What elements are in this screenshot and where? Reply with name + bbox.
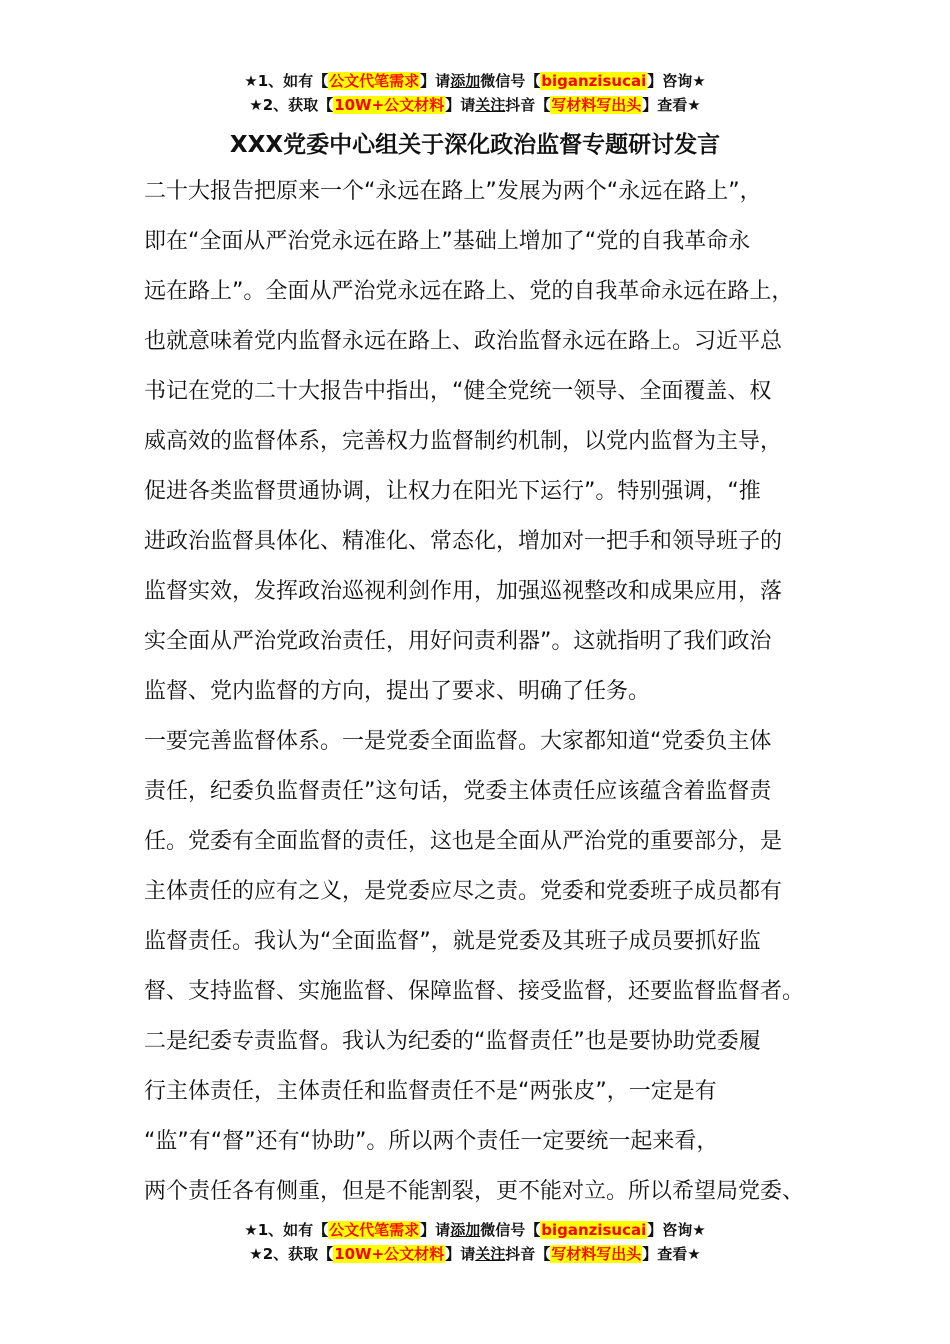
text-line: 两个责任各有侧重，但是不能割裂，更不能对立。所以希望局党委、	[144, 1179, 805, 1204]
banner-underlined: 关注	[475, 1245, 506, 1263]
banner-highlight: 写材料写出头	[551, 96, 642, 114]
banner-text: 】请	[420, 1221, 451, 1239]
banner-text: ★2、获取【	[249, 1245, 334, 1263]
text-line: 任。党委有全面监督的责任，这也是全面从严治党的重要部分，是	[144, 829, 783, 854]
banner-text: ★1、如有【	[244, 1221, 329, 1239]
text-line: 行主体责任，主体责任和监督责任不是“两张皮”，一定是有	[144, 1079, 717, 1104]
banner-underlined: 关注	[475, 96, 506, 114]
text-line: 远在路上”。全面从严治党永远在路上、党的自我革命永远在路上，	[144, 279, 794, 304]
banner-highlight: 10W+公文材料	[334, 96, 445, 114]
banner-text: 微信号【	[480, 72, 541, 90]
banner-line-1	[0, 69, 950, 93]
banner-text: 】咨询★	[647, 72, 706, 90]
banner-underlined: 添加	[450, 72, 481, 90]
banner-text: 】请	[445, 96, 476, 114]
document-title: XXX党委中心组关于深化政治监督专题研讨发言	[229, 132, 721, 158]
footer-banner	[0, 1218, 950, 1266]
text-line: 一要完善监督体系。一是党委全面监督。大家都知道“党委负主体	[144, 729, 772, 754]
banner-highlight: 10W+公文材料	[334, 1245, 445, 1263]
text-line: 即在“全面从严治党永远在路上”基础上增加了“党的自我革命永	[144, 229, 751, 254]
text-line: 主体责任的应有之义，是党委应尽之责。党委和党委班子成员都有	[144, 879, 783, 904]
banner-highlight: biganzisucai	[541, 72, 647, 90]
banner-highlight: 公文代笔需求	[329, 1221, 420, 1239]
text-line: 威高效的监督体系，完善权力监督制约机制，以党内监督为主导，	[144, 429, 783, 454]
banner-text: ★2、获取【	[249, 96, 334, 114]
text-line: 促进各类监督贯通协调，让权力在阳光下运行”。特别强调，“推	[144, 479, 761, 504]
text-line: 也就意味着党内监督永远在路上、政治监督永远在路上。习近平总	[144, 329, 783, 354]
banner-text: 】查看★	[642, 96, 701, 114]
text-line: 督、支持监督、实施监督、保障监督、接受监督，还要监督监督者。	[144, 979, 805, 1004]
text-line: 监督实效，发挥政治巡视利剑作用，加强巡视整改和成果应用，落	[144, 579, 783, 604]
text-line: “监”有“督”还有“协助”。所以两个责任一定要统一起来看，	[144, 1129, 719, 1154]
banner-text: 】请	[420, 72, 451, 90]
text-line: 二十大报告把原来一个“永远在路上”发展为两个“永远在路上”，	[144, 179, 762, 204]
banner-text: 抖音【	[505, 1245, 551, 1263]
banner-highlight: 公文代笔需求	[329, 72, 420, 90]
banner-line-2	[0, 1242, 950, 1266]
text-line: 责任，纪委负监督责任”这句话，党委主体责任应该蕴含着监督责	[144, 779, 772, 804]
banner-highlight: biganzisucai	[541, 1221, 647, 1239]
text-line: 监督责任。我认为“全面监督”，就是党委及其班子成员要抓好监	[144, 929, 761, 954]
banner-text: ★1、如有【	[244, 72, 329, 90]
banner-highlight: 写材料写出头	[551, 1245, 642, 1263]
banner-underlined: 添加	[450, 1221, 481, 1239]
text-line: 进政治监督具体化、精准化、常态化，增加对一把手和领导班子的	[144, 529, 783, 554]
text-line: 监督、党内监督的方向，提出了要求、明确了任务。	[144, 679, 651, 704]
banner-line-1	[0, 1218, 950, 1242]
text-line: 实全面从严治党政治责任，用好问责利器”。这就指明了我们政治	[144, 629, 772, 654]
banner-line-2	[0, 93, 950, 117]
text-line: 二是纪委专责监督。我认为纪委的“监督责任”也是要协助党委履	[144, 1029, 761, 1054]
banner-text: 】咨询★	[647, 1221, 706, 1239]
banner-text: 】查看★	[642, 1245, 701, 1263]
banner-text: 抖音【	[505, 96, 551, 114]
document-body	[144, 167, 844, 1217]
banner-text: 微信号【	[480, 1221, 541, 1239]
header-banner	[0, 69, 950, 117]
banner-text: 】请	[445, 1245, 476, 1263]
text-line: 书记在党的二十大报告中指出，“健全党统一领导、全面覆盖、权	[144, 379, 772, 404]
